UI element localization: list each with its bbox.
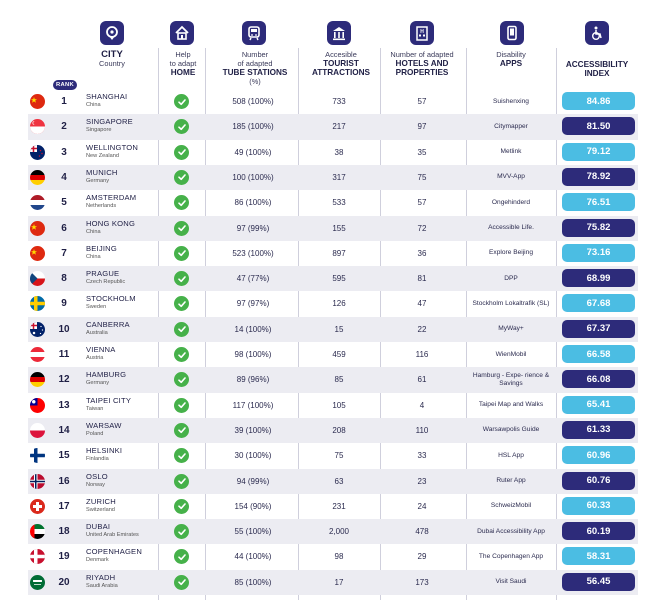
tourist-attractions-value: 595 <box>332 274 346 284</box>
country-name: Taiwan <box>86 405 104 412</box>
city-name: SHANGHAI <box>86 92 128 101</box>
city-header-sub: Country <box>99 59 125 68</box>
tube-stations-value: 185 (100%) <box>232 122 274 132</box>
disability-app-name: Accessible Life. <box>488 224 534 231</box>
accessibility-index-badge: 76.51 <box>562 193 635 211</box>
taiwan-flag-icon <box>30 398 45 413</box>
rank-number: 17 <box>58 500 70 512</box>
home-header-line2: to adapt <box>169 59 197 68</box>
tube-stations-value: 47 (77%) <box>236 274 270 284</box>
tourist-attractions-value: 317 <box>332 172 346 182</box>
accessibility-index-badge: 67.68 <box>562 294 635 312</box>
hotels-value: 478 <box>415 527 429 537</box>
table-row <box>28 89 638 114</box>
table-row <box>28 418 638 443</box>
tube-stations-value: 55 (100%) <box>234 527 272 537</box>
house-icon <box>170 21 194 45</box>
accessibility-index-badge: 68.99 <box>562 269 635 287</box>
hotels-value: 29 <box>417 552 427 562</box>
city-name: RIYADH <box>86 572 116 582</box>
tourist-attractions-value: 105 <box>332 400 346 410</box>
country-name: United Arab Emirates <box>86 532 139 539</box>
country-name: Poland <box>86 430 104 437</box>
home-header-bold: HOME <box>170 68 196 77</box>
disability-app-name: Ruter App <box>496 477 526 484</box>
rank-number: 2 <box>61 121 67 133</box>
tube-stations-value: 14 (100%) <box>234 324 272 334</box>
rank-number: 14 <box>58 424 70 436</box>
tourist-attractions-value: 208 <box>332 425 346 435</box>
rank-number: 9 <box>61 298 67 310</box>
table-row <box>28 317 638 342</box>
tube-stations-value: 44 (100%) <box>234 552 272 562</box>
disability-app-name: Explore Beijing <box>489 249 533 257</box>
tube-stations-value: 97 (99%) <box>236 223 270 233</box>
table-row <box>28 140 638 165</box>
denmark-flag-icon <box>30 549 45 564</box>
tourist-attractions-value: 2,000 <box>328 527 350 537</box>
city-name: VIENNA <box>86 345 116 354</box>
disability-app-name: DPP <box>504 274 518 282</box>
table-row <box>28 393 638 418</box>
country-name: Denmark <box>86 557 109 564</box>
hotels-value: 35 <box>417 147 427 157</box>
country-name: Switzerland <box>86 506 115 513</box>
accessibility-index-badge: 75.82 <box>562 219 635 237</box>
austria-flag-icon <box>30 347 45 362</box>
accessibility-index-badge: 60.96 <box>562 446 635 464</box>
disability-app-name: Visit Saudi <box>495 578 527 586</box>
disability-app-name: Citymapper <box>494 122 528 130</box>
poland-flag-icon <box>30 423 45 438</box>
tube-stations-value: 86 (100%) <box>234 198 272 208</box>
country-name: Germany <box>86 177 110 184</box>
disability-app-name: The Copenhagen App <box>478 552 544 560</box>
accessibility-index-badge: 84.86 <box>562 92 635 110</box>
hotels-value: 110 <box>415 425 429 435</box>
checkmark-icon <box>174 372 189 387</box>
city-name: DUBAI <box>86 522 111 532</box>
accessibility-index-badge: 78.92 <box>562 168 635 186</box>
country-name: China <box>86 253 101 260</box>
disability-app-name: WienMobil <box>495 350 527 358</box>
finland-flag-icon <box>30 448 45 463</box>
singapore-flag-icon <box>30 119 45 134</box>
rank-number: 4 <box>61 171 67 183</box>
rank-number: 6 <box>61 222 67 234</box>
tourist-attractions-value: 15 <box>334 324 344 334</box>
tube-stations-value: 523 (100%) <box>232 248 274 258</box>
checkmark-icon <box>174 423 189 438</box>
checkmark-icon <box>174 575 189 590</box>
hotels-value: 57 <box>417 198 427 208</box>
rank-number: 18 <box>58 526 70 538</box>
rank-number: 5 <box>61 197 67 209</box>
tourist-attractions-value: 85 <box>334 375 344 385</box>
tube-stations-value: 508 (100%) <box>232 97 274 106</box>
tube-header-bold: TUBE STATIONS <box>222 68 288 77</box>
city-name: WELLINGTON <box>86 142 139 152</box>
table-row <box>28 570 638 595</box>
table-row <box>28 544 638 569</box>
checkmark-icon <box>174 246 189 261</box>
table-row <box>28 291 638 316</box>
table-row <box>28 266 638 291</box>
country-name: Czech Republic <box>86 279 126 286</box>
country-name: Austria <box>86 355 104 361</box>
country-name: Saudi Arabia <box>86 582 118 589</box>
train-icon <box>242 21 266 45</box>
checkmark-icon <box>174 271 189 286</box>
hotels-value: 23 <box>417 476 427 486</box>
tourist-column-header <box>298 50 384 77</box>
checkmark-icon <box>174 524 189 539</box>
rank-number: 20 <box>58 576 70 588</box>
tube-header-unit: (%) <box>249 77 261 86</box>
country-name: China <box>86 228 101 235</box>
hotels-value: 57 <box>417 97 427 106</box>
china-flag-icon <box>30 246 45 261</box>
tube-stations-value: 154 (90%) <box>234 501 272 511</box>
disability-app-name: Metlink <box>500 148 522 156</box>
china-flag-icon <box>30 221 45 236</box>
city-name: SINGAPORE <box>86 117 133 127</box>
disability-app-name: Ongehinderd <box>491 198 531 206</box>
rank-number: 3 <box>61 146 67 158</box>
disability-app-name: Warsawpolis Guide <box>482 426 540 434</box>
tube-stations-value: 49 (100%) <box>234 147 272 157</box>
hotels-value: 116 <box>415 350 429 359</box>
city-name: HELSINKI <box>86 446 123 456</box>
wheelchair-icon <box>585 21 609 45</box>
checkmark-icon <box>174 549 189 564</box>
rank-number: 8 <box>61 273 67 285</box>
table-row <box>28 241 638 266</box>
city-name: HONG KONG <box>86 218 136 228</box>
disability-app-name: Stockholm Lokaltrafik (SL) <box>472 299 550 307</box>
city-name: ZURICH <box>86 496 116 506</box>
tube-stations-value: 39 (100%) <box>234 425 272 435</box>
china-flag-icon <box>30 94 45 109</box>
checkmark-icon <box>174 347 189 362</box>
tourist-attractions-value: 733 <box>332 97 346 106</box>
rank-number: 19 <box>58 551 70 563</box>
hotels-value: 72 <box>417 223 427 233</box>
tube-header-line1: Number <box>241 50 269 59</box>
tourist-attractions-value: 459 <box>332 350 346 359</box>
rank-number: 12 <box>58 374 70 386</box>
index-header-bold2: INDEX <box>584 69 610 78</box>
country-name: Germany <box>86 380 110 387</box>
accessibility-index-badge: 66.58 <box>562 345 635 363</box>
checkmark-icon <box>174 195 189 210</box>
tube-column-header <box>205 50 305 86</box>
mobile-app-icon <box>500 21 524 45</box>
disability-app-name: Dubai Accessibility App <box>477 527 545 535</box>
tourist-attractions-value: 75 <box>334 451 344 461</box>
hotels-header-line1: Number of adapted <box>390 50 454 59</box>
checkmark-icon <box>174 145 189 160</box>
uae-flag-icon <box>30 524 45 539</box>
tourist-attractions-value: 217 <box>332 122 346 132</box>
accessibility-index-badge: 58.31 <box>562 547 635 565</box>
rank-number: 1 <box>61 96 67 107</box>
accessibility-index-badge: 65.41 <box>562 396 635 414</box>
city-column-header <box>80 50 144 68</box>
monument-icon <box>327 21 351 45</box>
rank-number: 16 <box>58 475 70 487</box>
disability-app-name: MVV-App <box>497 173 525 181</box>
table-row <box>28 443 638 468</box>
tourist-attractions-value: 155 <box>332 223 346 233</box>
city-header-title: CITY <box>101 49 123 60</box>
table-row <box>28 216 638 241</box>
accessibility-index-badge: 60.19 <box>562 522 635 540</box>
tourist-attractions-value: 126 <box>332 299 346 309</box>
hotels-value: 4 <box>419 400 425 410</box>
country-name: Netherlands <box>86 203 117 210</box>
tourist-attractions-value: 98 <box>334 552 344 562</box>
accessibility-index-badge: 60.33 <box>562 497 635 515</box>
tourist-header-bold2: ATTRACTIONS <box>311 68 371 77</box>
checkmark-icon <box>174 119 189 134</box>
checkmark-icon <box>174 170 189 185</box>
apps-header-line1: Disability <box>496 50 526 59</box>
home-column-header <box>158 50 208 77</box>
country-name: Singapore <box>86 127 112 134</box>
city-name: OSLO <box>86 471 108 481</box>
table-row <box>28 342 638 367</box>
rank-number: 13 <box>58 399 70 411</box>
hotels-header-bold1: HOTELS AND <box>395 59 449 68</box>
country-name: China <box>86 102 101 108</box>
country-name: Finlandia <box>86 456 109 463</box>
table-row <box>28 165 638 190</box>
tube-stations-value: 94 (99%) <box>236 476 270 486</box>
tourist-header-bold1: TOURIST <box>323 59 359 68</box>
table-row <box>28 519 638 544</box>
hotels-value: 36 <box>417 248 427 258</box>
hotels-value: 173 <box>415 577 429 587</box>
czech-flag-icon <box>30 271 45 286</box>
new-zealand-flag-icon <box>30 145 45 160</box>
city-name: BEIJING <box>86 243 117 253</box>
hotels-value: 24 <box>417 501 427 511</box>
hotels-value: 81 <box>417 274 427 284</box>
city-name: MUNICH <box>86 167 118 177</box>
accessibility-index-badge: 67.37 <box>562 320 635 338</box>
rank-number: 15 <box>58 450 70 462</box>
hotels-value: 22 <box>417 324 427 334</box>
germany-flag-icon <box>30 170 45 185</box>
saudi-flag-icon <box>30 575 45 590</box>
city-name: STOCKHOLM <box>86 294 136 304</box>
switzerland-flag-icon <box>30 499 45 514</box>
city-name: CANBERRA <box>86 319 130 329</box>
tube-stations-value: 100 (100%) <box>232 172 274 182</box>
accessibility-index-badge: 56.45 <box>562 573 635 591</box>
city-name: HAMBURG <box>86 370 127 380</box>
australia-flag-icon <box>30 322 45 337</box>
disability-app-name: SchweizMobil <box>490 502 532 510</box>
apps-column-header <box>466 50 556 68</box>
tourist-attractions-value: 38 <box>334 147 344 157</box>
home-header-line1: Help <box>175 50 191 59</box>
checkmark-icon <box>174 94 189 109</box>
rank-number: 11 <box>58 349 70 360</box>
hotels-column-header <box>380 50 464 77</box>
city-name: AMSTERDAM <box>86 193 137 203</box>
tube-stations-value: 30 (100%) <box>234 451 272 461</box>
hotels-value: 61 <box>417 375 427 385</box>
accessibility-index-badge: 61.33 <box>562 421 635 439</box>
city-name: PRAGUE <box>86 269 120 279</box>
hotel-icon <box>410 21 434 45</box>
location-pin-icon <box>100 21 124 45</box>
disability-app-name: Hamburg - Expe- rience & Savings <box>472 371 550 387</box>
tourist-attractions-value: 63 <box>334 476 344 486</box>
tube-stations-value: 117 (100%) <box>232 400 274 410</box>
table-row <box>28 494 638 519</box>
checkmark-icon <box>174 499 189 514</box>
tube-stations-value: 97 (97%) <box>236 299 270 309</box>
checkmark-icon <box>174 322 189 337</box>
table-row <box>28 469 638 494</box>
disability-app-name: HSL App <box>498 451 524 459</box>
tourist-attractions-value: 17 <box>334 577 344 587</box>
hotels-value: 75 <box>417 172 427 182</box>
index-header-bold1: ACCESSIBILITY <box>565 60 629 69</box>
city-name: WARSAW <box>86 420 122 430</box>
rank-number: 10 <box>58 323 70 335</box>
tube-header-line2: of adapted <box>237 59 273 68</box>
hotels-value: 97 <box>417 122 427 132</box>
norway-flag-icon <box>30 474 45 489</box>
disability-app-name: Suishenxing <box>493 97 529 105</box>
checkmark-icon <box>174 398 189 413</box>
disability-app-name: Taipei Map and Walks <box>478 401 544 409</box>
checkmark-icon <box>174 474 189 489</box>
tube-stations-value: 98 (100%) <box>234 350 272 359</box>
tourist-attractions-value: 897 <box>332 248 346 258</box>
index-column-header <box>560 60 634 78</box>
tube-stations-value: 85 (100%) <box>234 577 272 587</box>
accessibility-index-badge: 66.08 <box>562 370 635 388</box>
tube-stations-value: 89 (96%) <box>236 375 270 385</box>
accessibility-index-badge: 73.16 <box>562 244 635 262</box>
table-row <box>28 190 638 215</box>
netherlands-flag-icon <box>30 195 45 210</box>
tourist-attractions-value: 533 <box>332 198 346 208</box>
germany-flag-icon <box>30 372 45 387</box>
accessibility-index-badge: 81.50 <box>562 117 635 135</box>
checkmark-icon <box>174 448 189 463</box>
sweden-flag-icon <box>30 296 45 311</box>
tourist-attractions-value: 231 <box>332 501 346 511</box>
checkmark-icon <box>174 221 189 236</box>
disability-app-name: MyWay+ <box>498 325 524 333</box>
hotels-header-bold2: PROPERTIES <box>395 68 449 77</box>
accessibility-index-badge: 79.12 <box>562 143 635 161</box>
country-name: Norway <box>86 481 105 488</box>
city-name: COPENHAGEN <box>86 547 143 557</box>
hotels-value: 47 <box>417 299 427 309</box>
hotels-value: 33 <box>417 451 427 461</box>
svg-text:H: H <box>420 29 424 35</box>
rank-badge: RANK <box>53 80 77 90</box>
accessibility-index-badge: 60.76 <box>562 472 635 490</box>
city-name: TAIPEI CITY <box>86 395 132 405</box>
rank-number: 7 <box>61 247 67 259</box>
country-name: Sweden <box>86 304 107 311</box>
checkmark-icon <box>174 296 189 311</box>
tourist-header-line1: Accesible <box>325 50 357 59</box>
country-name: New Zealand <box>86 152 119 159</box>
table-row <box>28 367 638 392</box>
table-row <box>28 114 638 139</box>
apps-header-bold: APPS <box>499 59 523 68</box>
country-name: Australia <box>86 329 108 336</box>
